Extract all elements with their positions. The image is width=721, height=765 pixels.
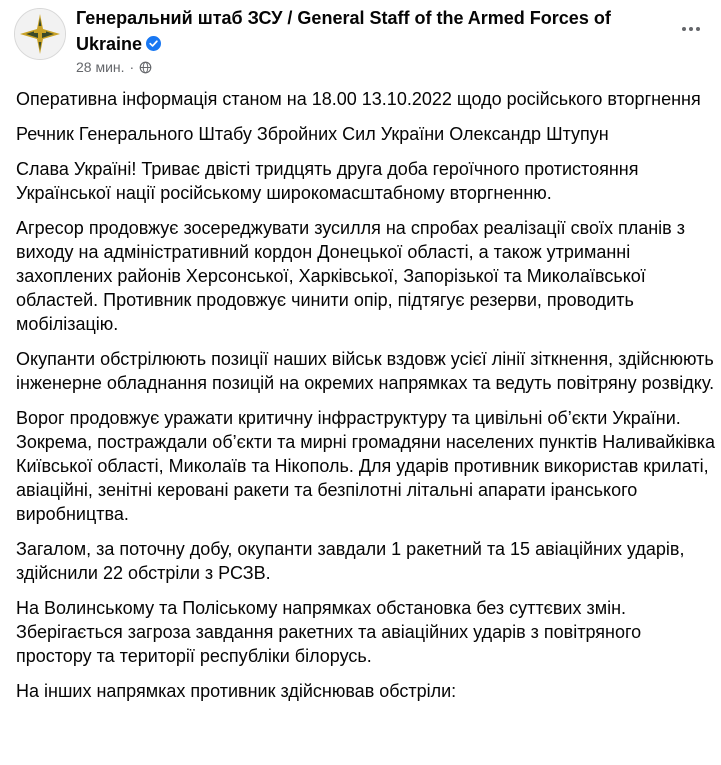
more-options-dot: [689, 27, 693, 31]
more-options-dot: [696, 27, 700, 31]
armed-forces-emblem-icon: [15, 9, 65, 59]
post-paragraph: Слава Україні! Триває двісті тридцять друга доба героїчного протистояння Української нації російському широкомасштабному вторгненню.: [16, 159, 639, 203]
post-paragraph: Окупанти обстрілюють позиції наших військ вздовж усієї лінії зіткнення, здійснюють інженерне обладнання позицій на окремих напрямках та ведуть повітряну розвідку.: [16, 349, 715, 393]
page-name-text[interactable]: Генеральний штаб ЗСУ / General Staff of the Armed Forces of Ukraine: [76, 8, 611, 54]
meta-separator: ·: [129, 59, 135, 75]
verified-badge-icon: [146, 36, 161, 51]
post-paragraph: На інших напрямках противник здійснював обстріли:: [16, 681, 457, 701]
post-paragraph: Агресор продовжує зосереджувати зусилля на спробах реалізації своїх планів з виходу на адміністративний кордон Донецької області, а також утриманні захоплених районів Херсонської, Харківської, Запорізької та Миколаївської областей. Противник продовжує чинити опір, підтягує резерви, проводить мобілізацію.: [16, 218, 685, 334]
more-options-button[interactable]: [674, 12, 708, 46]
post-meta: [76, 58, 152, 76]
page-avatar[interactable]: [14, 8, 66, 60]
more-options-icon: [682, 27, 686, 31]
post-paragraph: Ворог продовжує уражати критичну інфраструктуру та цивільні об’єкти України. Зокрема, постраждали об’єкти та мирні громадяни населених пунктів Наливайківка Київської області, Миколаїв та Нікополь. Для ударів противник використав крилаті, авіаційні, зенітні керовані ракети та безпілотні літальні апарати іранського виробництва.: [16, 408, 715, 524]
post-header: [0, 0, 721, 80]
globe-icon[interactable]: [139, 61, 152, 74]
post-paragraph: Речник Генерального Штабу Збройних Сил України Олександр Штупун: [16, 124, 609, 144]
post-timestamp[interactable]: 28 мин.: [76, 59, 125, 75]
post-body: [16, 87, 716, 714]
page-name[interactable]: [76, 5, 636, 57]
post-paragraph: На Волинському та Поліському напрямках обстановка без суттєвих змін. Зберігається загроза завдання ракетних та авіаційних ударів з повітряного простору та території республіки білорусь.: [16, 598, 642, 666]
post-paragraph: Оперативна інформація станом на 18.00 13.10.2022 щодо російського вторгнення: [16, 89, 701, 109]
post-paragraph: Загалом, за поточну добу, окупанти завдали 1 ракетний та 15 авіаційних ударів, здійснили 22 обстріли з РСЗВ.: [16, 539, 685, 583]
